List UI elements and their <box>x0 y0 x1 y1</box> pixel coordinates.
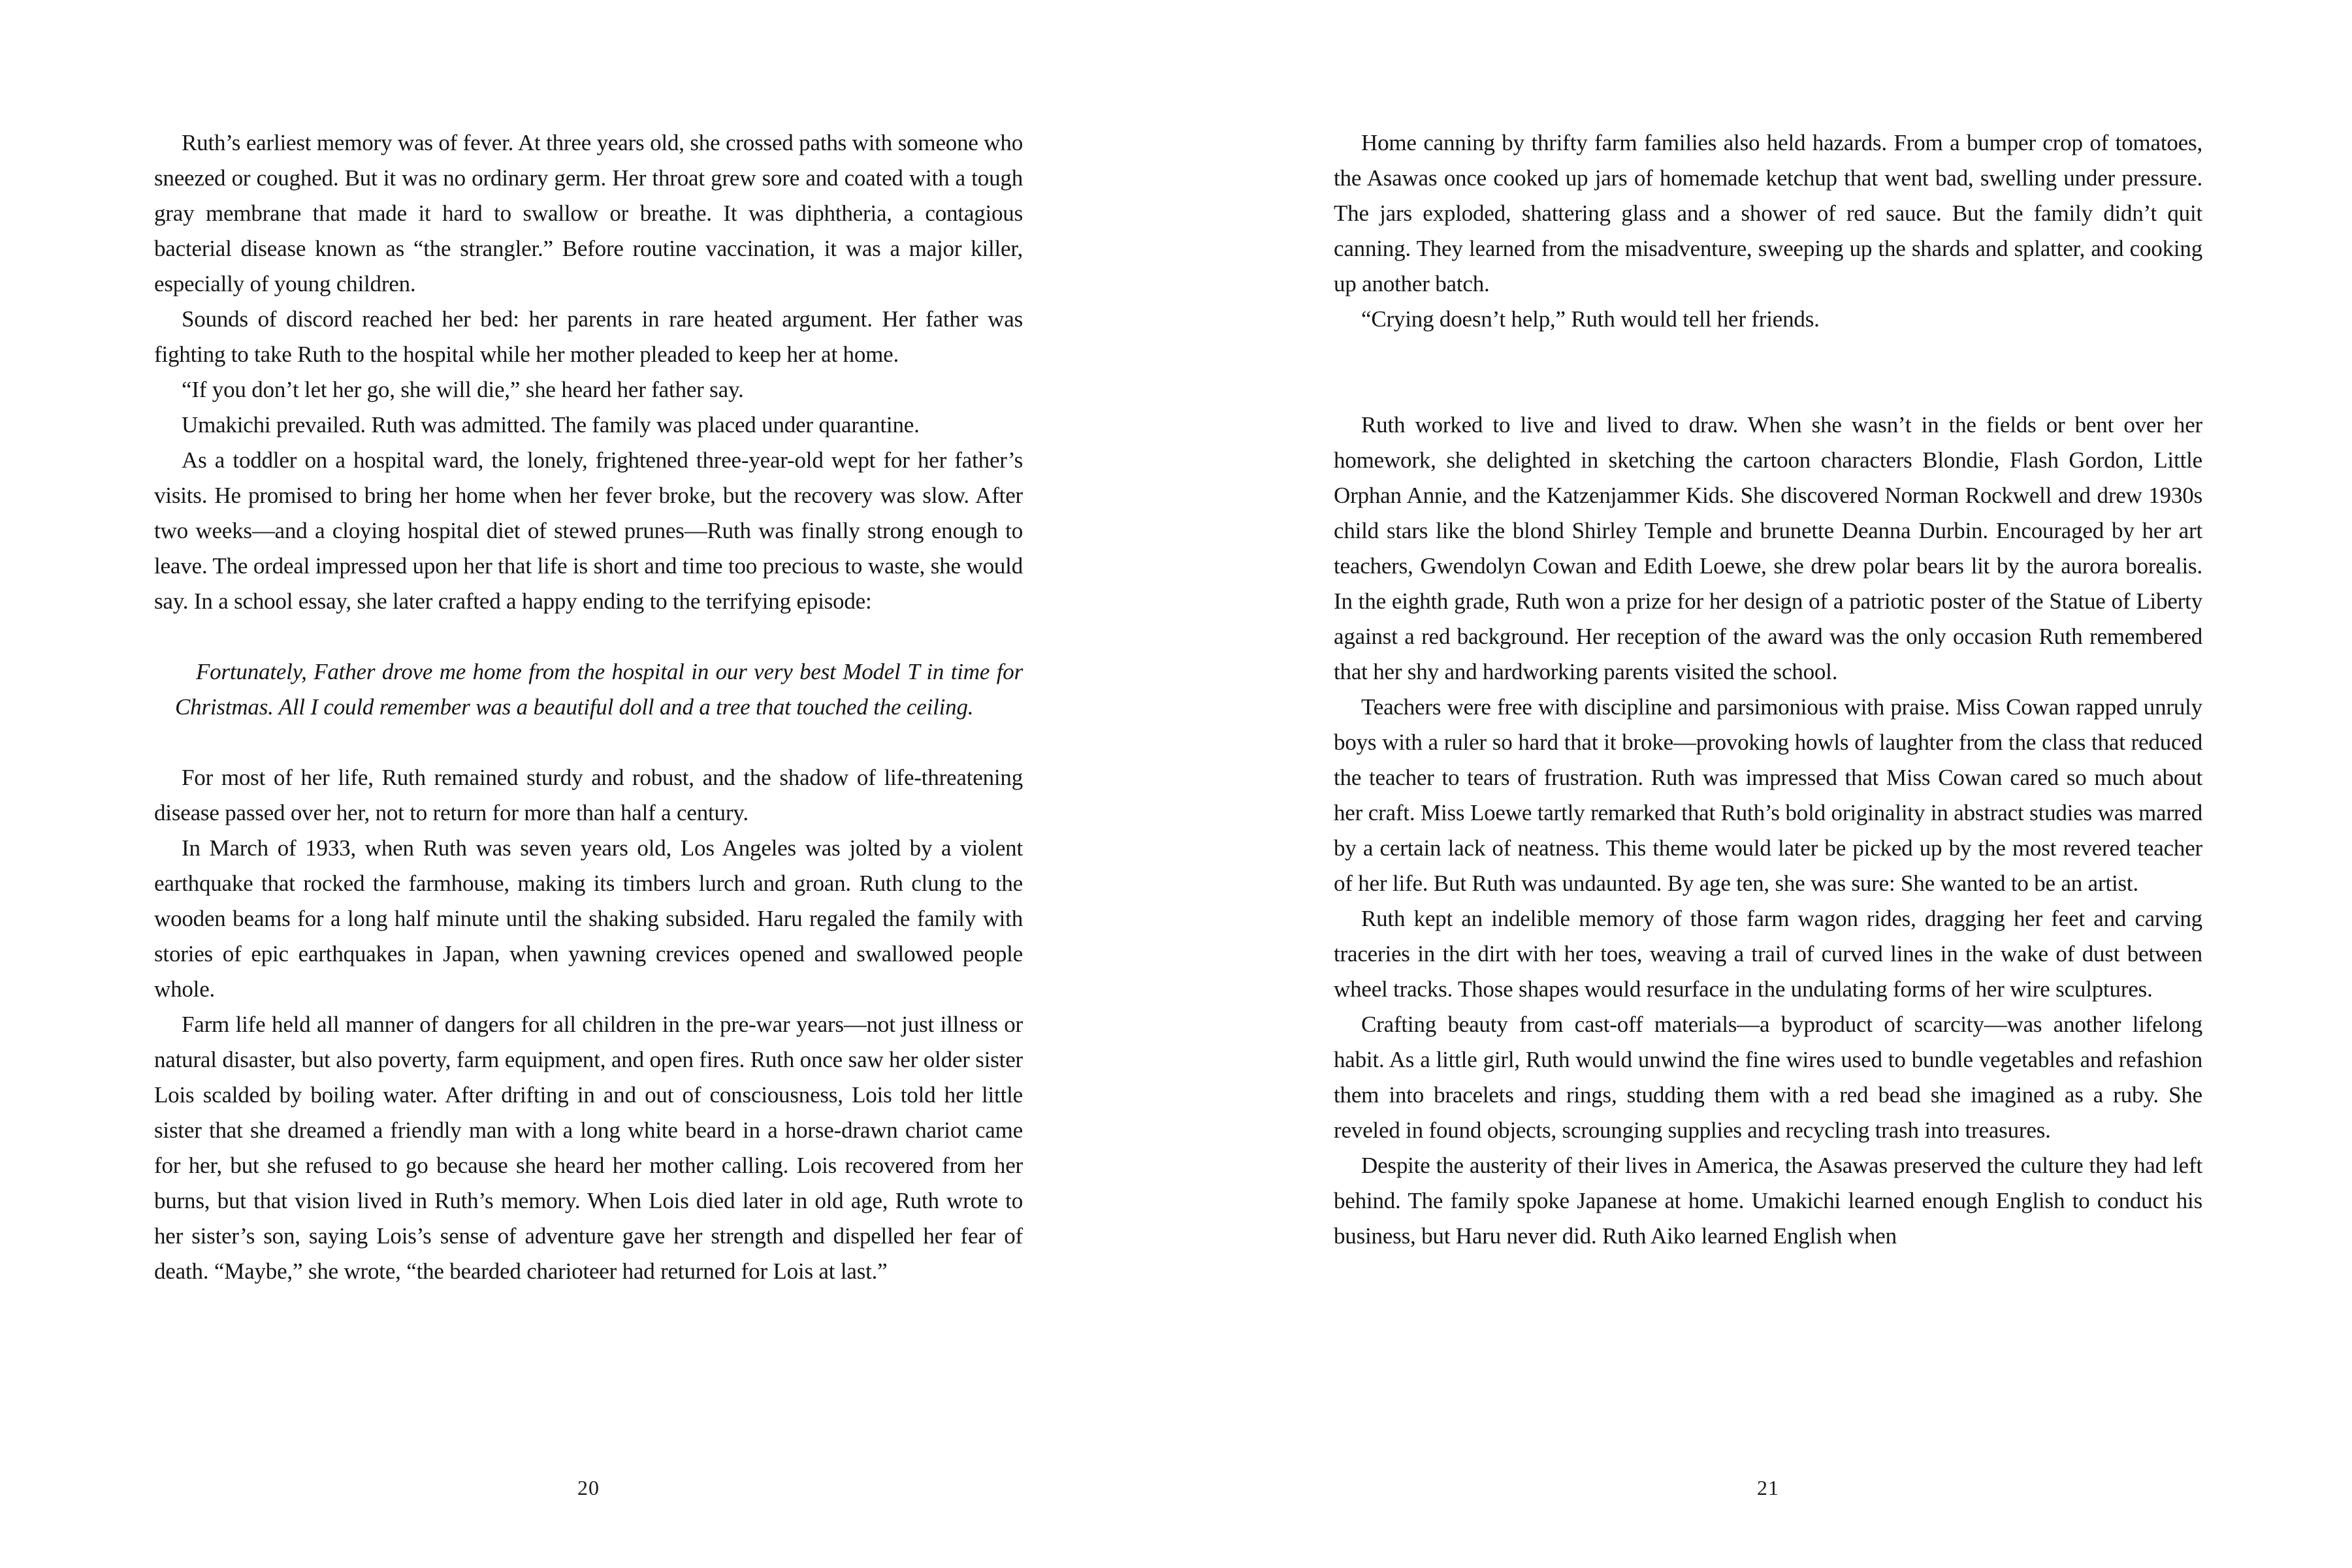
right-text-block <box>1334 125 2202 1254</box>
paragraph: Crafting beauty from cast-off materials—a byproduct of scarcity—was another lifelong habit. As a little girl, Ruth would unwind the fine wires used to bundle vegetables and refashion them into bracelets and rings, studding them with a red bead she imagined as a ruby. She reveled in found objects, scrounging supplies and recycling trash into treasures. <box>1334 1012 2202 1143</box>
paragraph: Teachers were free with discipline and parsimonious with praise. Miss Cowan rapped unruly boys with a ruler so hard that it broke—provoking howls of laughter from the class that reduced the teacher to tears of frustration. Ruth was impressed that Miss Cowan cared so much about her craft. Miss Loewe tartly remarked that Ruth’s bold originality in abstract studies was marred by a certain lack of neatness. This theme would later be picked up by the most revered teacher of her life. But Ruth was undaunted. By age ten, she was sure: She wanted to be an artist. <box>1334 694 2202 896</box>
paragraph: Home canning by thrifty farm families also held hazards. From a bumper crop of tomatoes, the Asawas once cooked up jars of homemade ketchup that went bad, swelling under pressure. The jars exploded, shattering glass and a shower of red sauce. But the family didn’t quit canning. They learned from the misadventure, sweeping up the shards and splatter, and cooking up another batch. <box>1334 130 2202 296</box>
paragraph: For most of her life, Ruth remained sturdy and robust, and the shadow of life-threatening disease passed over her, not to return for more than half a century. <box>154 765 1023 825</box>
left-text-block <box>154 125 1023 1289</box>
page-right <box>1334 0 2202 1568</box>
paragraph: As a toddler on a hospital ward, the lonely, frightened three-year-old wept for her father’s visits. He promised to bring her home when her fever broke, but the recovery was slow. After two weeks—and a cloying hospital diet of stewed prunes—Ruth was finally strong enough to leave. The ordeal impressed upon her that life is short and time too precious to waste, she would say. In a school essay, she later crafted a happy ending to the terrifying episode: <box>154 447 1023 614</box>
paragraph: Sounds of discord reached her bed: her parents in rare heated argument. Her father was fighting to take Ruth to the hospital while her mother pleaded to keep her at home. <box>154 306 1023 367</box>
section-break <box>1334 337 2202 408</box>
paragraph: Despite the austerity of their lives in America, the Asawas preserved the culture they had left behind. The family spoke Japanese at home. Umakichi learned enough English to conduct his business, but Haru never did. Ruth Aiko learned English when <box>1334 1153 2202 1249</box>
paragraph: “Crying doesn’t help,” Ruth would tell her friends. <box>1361 306 1820 332</box>
page-number-right: 21 <box>1757 1476 1779 1499</box>
paragraph: Ruth worked to live and lived to draw. When she wasn’t in the fields or bent over her homework, she delighted in sketching the cartoon characters Blondie, Flash Gordon, Little Orphan Annie, and the Katzenjammer Kids. She discovered Norman Rockwell and drew 1930s child stars like the blond Shirley Temple and brunette Deanna Durbin. Encouraged by her art teachers, Gwendolyn Cowan and Edith Loewe, she drew polar bears lit by the aurora borealis. In the eighth grade, Ruth won a prize for her design of a patriotic poster of the Statue of Liberty against a red background. Her reception of the award was the only occasion Ruth remembered that her shy and hardworking parents visited the school. <box>1334 412 2202 684</box>
page-number-left: 20 <box>577 1476 600 1499</box>
paragraph: Umakichi prevailed. Ruth was admitted. The family was placed under quarantine. <box>182 412 920 438</box>
paragraph: Farm life held all manner of dangers for all children in the pre-war years—not just illness or natural disaster, but also poverty, farm equipment, and open fires. Ruth once saw her older sister Lois scalded by boiling water. After drifting in and out of consciousness, Lois told her little sister that she dreamed a friendly man with a long white beard in a horse-drawn chariot came for her, but she refused to go because she heard her mother calling. Lois recovered from her burns, but that vision lived in Ruth’s memory. When Lois died later in old age, Ruth wrote to her sister’s son, saying Lois’s sense of adventure gave her strength and dispelled her fear of death. “Maybe,” she wrote, “the bearded charioteer had returned for Lois at last.” <box>154 1012 1023 1284</box>
page-left <box>154 0 1023 1568</box>
paragraph: Ruth’s earliest memory was of fever. At three years old, she crossed paths with someone who sneezed or coughed. But it was no ordinary germ. Her throat grew sore and coated with a tough gray membrane that made it hard to swallow or breathe. It was diphtheria, a contagious bacterial disease known as “the strangler.” Before routine vaccination, it was a major killer, especially of young children. <box>154 130 1023 296</box>
block-quote: Fortunately, Father drove me home from the hospital in our very best Model T in time for Christmas. All I could remember was a beautiful doll and a tree that touched the ceiling. <box>175 659 1023 720</box>
paragraph: Ruth kept an indelible memory of those farm wagon rides, dragging her feet and carving traceries in the dirt with her toes, weaving a trail of curved lines in the wake of dust between wheel tracks. Those shapes would resurface in the undulating forms of her wire sculptures. <box>1334 906 2202 1002</box>
paragraph: “If you don’t let her go, she will die,” she heard her father say. <box>182 377 744 402</box>
paragraph: In March of 1933, when Ruth was seven years old, Los Angeles was jolted by a violent earthquake that rocked the farmhouse, making its timbers lurch and groan. Ruth clung to the wooden beams for a long half minute until the shaking subsided. Haru regaled the family with stories of epic earthquakes in Japan, when yawning crevices opened and swallowed people whole. <box>154 835 1023 1002</box>
